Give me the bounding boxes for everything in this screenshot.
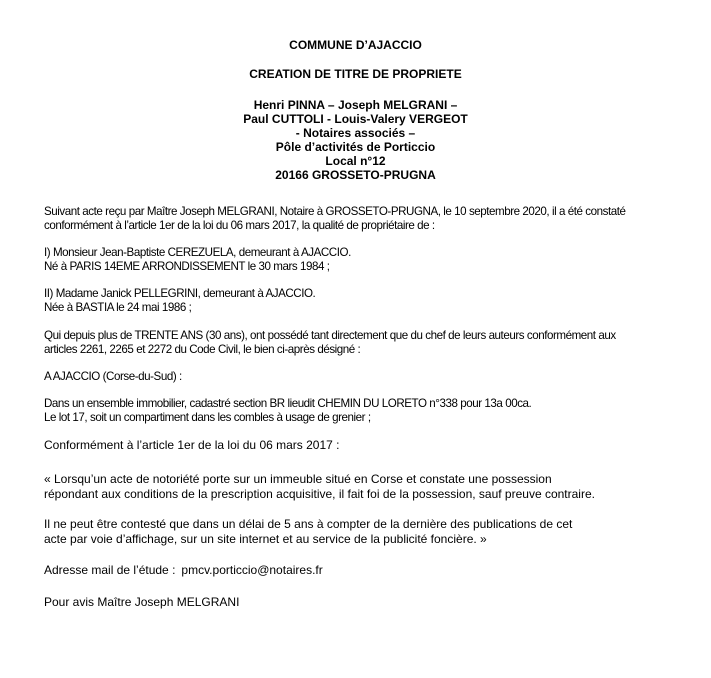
notice-title: CREATION DE TITRE DE PROPRIETE <box>249 67 462 81</box>
owner-1-line-2: Né à PARIS 14EME ARRONDISSEMENT le 30 mars 1984 ; <box>44 260 330 273</box>
conformement-paragraph <box>44 438 694 453</box>
local-line: Local n°12 <box>325 154 386 168</box>
quote-line-2: répondant aux conditions de la prescription acquisitive, il fait foi de la possession, sauf preuve contraire. <box>44 486 595 501</box>
intro-line-2: conformément à l’article 1er de la loi du 06 mars 2017, la qualité de propriétaire de : <box>44 219 435 232</box>
location-line: A AJACCIO (Corse-du-Sud) : <box>44 370 182 383</box>
possession-line-2: articles 2261, 2265 et 2272 du Code Civil, le bien ci-après désigné : <box>44 343 361 356</box>
mail-label: Adresse mail de l’étude : <box>44 563 176 577</box>
property-paragraph <box>44 397 694 425</box>
quote-paragraph <box>44 472 694 501</box>
signature-paragraph <box>44 595 694 610</box>
owner-1-line-1: I) Monsieur Jean-Baptiste CEREZUELA, demeurant à AJACCIO. <box>44 246 351 259</box>
conformement-line: Conformément à l’article 1er de la loi du 06 mars 2017 : <box>44 438 340 452</box>
owner-2-line-2: Née à BASTIA le 24 mai 1986 ; <box>44 301 192 314</box>
quote-line-1: « Lorsqu’un acte de notoriété porte sur un immeuble situé en Corse et constate une possession <box>44 472 552 486</box>
notary-office-block <box>0 98 711 182</box>
property-line-2: Le lot 17, soit un compartiment dans les combles à usage de grenier ; <box>44 411 371 424</box>
notaries-line-2: Paul CUTTOLI - Louis-Valery VERGEOT <box>243 112 468 126</box>
signature-line: Pour avis Maître Joseph MELGRANI <box>44 595 240 609</box>
location-paragraph <box>44 370 694 384</box>
notaries-line-1: Henri PINNA – Joseph MELGRANI – <box>253 98 458 112</box>
property-line-1: Dans un ensemble immobilier, cadastré section BR lieudit CHEMIN DU LORETO n°338 pour 13a 00ca. <box>44 397 532 410</box>
contest-line-1: Il ne peut être contesté que dans un délai de 5 ans à compter de la dernière des publications de cet <box>44 517 573 531</box>
contest-line-2: acte par voie d’affichage, sur un site internet et au service de la publicité foncière. » <box>44 531 487 546</box>
mail-address: pmcv.porticcio@notaires.fr <box>181 563 323 577</box>
contest-paragraph <box>44 517 694 546</box>
possession-paragraph <box>44 329 694 357</box>
commune-heading: COMMUNE D’AJACCIO <box>289 38 422 52</box>
intro-paragraph <box>44 205 694 233</box>
pole-line: Pôle d’activités de Porticcio <box>275 140 436 154</box>
possession-line-1: Qui depuis plus de TRENTE ANS (30 ans), ont possédé tant directement que du chef de leurs auteurs conformément aux <box>44 329 616 342</box>
city-line: 20166 GROSSETO-PRUGNA <box>275 168 436 182</box>
owner-1-paragraph <box>44 246 694 274</box>
intro-line-1: Suivant acte reçu par Maître Joseph MELGRANI, Notaire à GROSSETO-PRUGNA, le 10 septembre 2020, il a été constaté <box>44 205 626 218</box>
owner-2-line-1: II) Madame Janick PELLEGRINI, demeurant à AJACCIO. <box>44 287 316 300</box>
owner-2-paragraph <box>44 287 694 315</box>
associates-line: - Notaires associés – <box>295 126 416 140</box>
mail-paragraph <box>44 563 694 578</box>
